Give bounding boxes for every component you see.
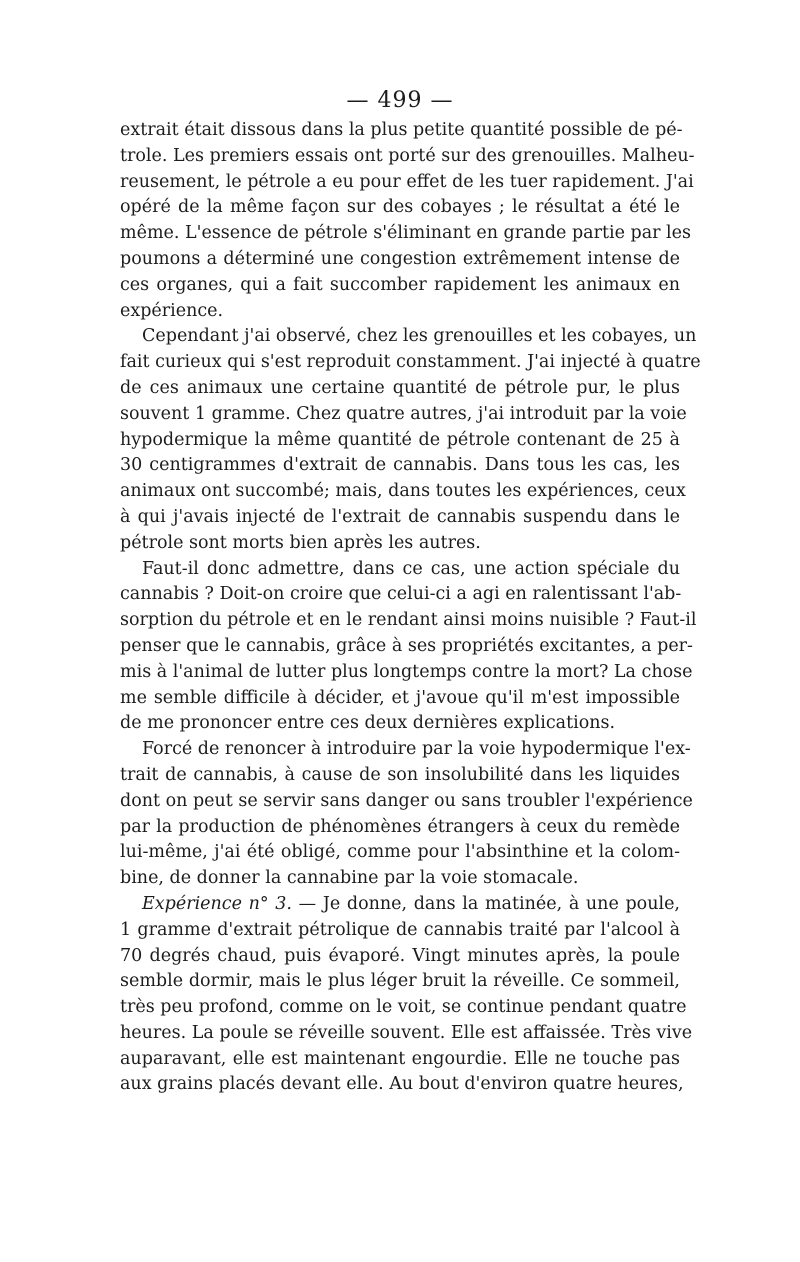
text-line: aux grains placés devant elle. Au bout d'environ quatre heures, <box>120 1074 684 1095</box>
text-line: expérience. <box>120 300 224 321</box>
text-line: sorption du pétrole et en le rendant ainsi moins nuisible ? Faut-il <box>120 610 697 631</box>
text-line: par la production de phénomènes étrangers à ceux du remède <box>120 816 680 837</box>
text-line: poumons a déterminé une congestion extrêmement intense de <box>120 248 680 269</box>
text-line: à qui j'avais injecté de l'extrait de cannabis suspendu dans le <box>120 506 680 527</box>
text-line: animaux ont succombé; mais, dans toutes les expériences, ceux <box>120 481 686 502</box>
text-line: mis à l'animal de lutter plus longtemps contre la mort? La chose <box>120 661 693 682</box>
experiment-label: Expérience n° 3. <box>142 893 292 914</box>
text-line: heures. La poule se réveille souvent. Elle est affaissée. Très vive <box>120 1022 693 1043</box>
text-line: pétrole sont morts bien après les autres. <box>120 532 481 553</box>
text-line: Faut-il donc admettre, dans ce cas, une action spéciale du <box>142 558 680 579</box>
text-line: de me prononcer entre ces deux dernières explications. <box>120 713 616 734</box>
text-line: lui-même, j'ai été obligé, comme pour l'absinthine et la colom- <box>120 842 680 863</box>
text-line: hypodermique la même quantité de pétrole contenant de 25 à <box>120 429 680 450</box>
text-line: bine, de donner la cannabine par la voie stomacale. <box>120 868 579 889</box>
text-line: me semble difficile à décider, et j'avoue qu'il m'est impossible <box>120 687 680 708</box>
text-line: même. L'essence de pétrole s'éliminant en grande partie par les <box>120 223 691 244</box>
text-line: ces organes, qui a fait succomber rapidement les animaux en <box>120 274 680 295</box>
text-line: souvent 1 gramme. Chez quatre autres, j'ai introduit par la voie <box>120 403 687 424</box>
text-line: opéré de la même façon sur des cobayes ; le résultat a été le <box>120 197 680 218</box>
text-line: très peu profond, comme on le voit, se continue pendant quatre <box>120 997 687 1018</box>
text-line: 70 degrés chaud, puis évaporé. Vingt minutes après, la poule <box>120 945 680 966</box>
experiment-line <box>120 892 680 918</box>
text-line: dont on peut se servir sans danger ou sans troubler l'expérience <box>120 790 693 811</box>
text-line: cannabis ? Doit-on croire que celui-ci a agi en ralentissant l'ab- <box>120 584 682 605</box>
text-line: trole. Les premiers essais ont porté sur des grenouilles. Malheu- <box>120 145 695 166</box>
text-line: trait de cannabis, à cause de son insolubilité dans les liquides <box>120 764 680 785</box>
page-number: — 499 — <box>346 88 454 113</box>
text-line: Forcé de renoncer à introduire par la voie hypodermique l'ex- <box>142 739 691 760</box>
body-text <box>120 118 701 1098</box>
experiment-text: — Je donne, dans la matinée, à une poule, <box>298 893 680 914</box>
text-line: penser que le cannabis, grâce à ses propriétés excitantes, a per- <box>120 635 693 656</box>
text-line: reusement, le pétrole a eu pour effet de les tuer rapidement. J'ai <box>120 171 694 192</box>
text-line: extrait était dissous dans la plus petite quantité possible de pé- <box>120 120 683 140</box>
text-line: auparavant, elle est maintenant engourdie. Elle ne touche pas <box>120 1048 680 1069</box>
text-line: 30 centigrammes d'extrait de cannabis. Dans tous les cas, les <box>120 455 680 476</box>
text-line: 1 gramme d'extrait pétrolique de cannabis traité par l'alcool à <box>120 919 680 940</box>
text-line: semble dormir, mais le plus léger bruit la réveille. Ce sommeil, <box>120 971 680 992</box>
text-line: Cependant j'ai observé, chez les grenouilles et les cobayes, un <box>142 326 697 347</box>
text-line: fait curieux qui s'est reproduit constamment. J'ai injecté à quatre <box>120 352 701 373</box>
text-line: de ces animaux une certaine quantité de pétrole pur, le plus <box>120 377 680 398</box>
